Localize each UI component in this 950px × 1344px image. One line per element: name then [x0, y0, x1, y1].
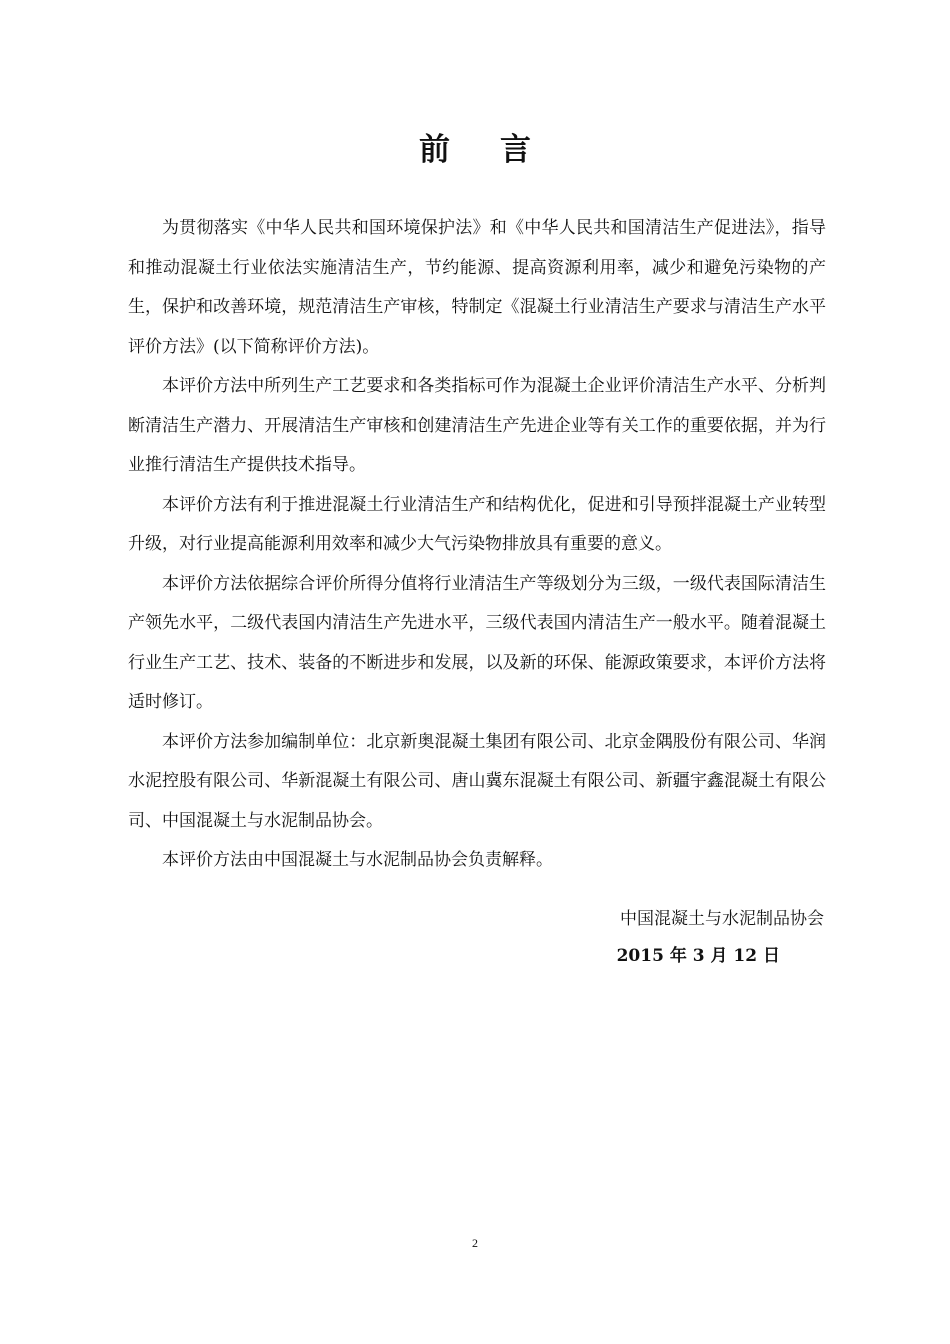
page-title: 前言 [419, 132, 581, 168]
body-text [128, 209, 826, 881]
signature-organization: 中国混凝土与水泥制品协会 [620, 909, 824, 929]
signature-date: 2015 年 3 月 12 日 [616, 946, 780, 966]
paragraph-usage: 本评价方法中所列生产工艺要求和各类指标可作为混凝土企业评价清洁生产水平、分析判断清洁生产潜力、开展清洁生产审核和创建清洁生产先进企业等有关工作的重要依据，并为行业推行清洁生产提供技术指导。 [128, 376, 826, 475]
page-number: 2 [472, 1236, 478, 1250]
paragraph-contributors: 本评价方法参加编制单位：北京新奥混凝土集团有限公司、北京金隅股份有限公司、华润水泥控股有限公司、华新混凝土有限公司、唐山冀东混凝土有限公司、新疆宇鑫混凝土有限公司、中国混凝土与水泥制品协会。 [128, 731, 826, 831]
signature-block [617, 904, 824, 971]
paragraph-grading: 本评价方法依据综合评价所得分值将行业清洁生产等级划分为三级，一级代表国际清洁生产领先水平，二级代表国内清洁生产先进水平，三级代表国内清洁生产一般水平。随着混凝土行业生产工艺、技术、装备的不断进步和发展，以及新的环保、能源政策要求，本评价方法将适时修订。 [128, 573, 826, 712]
paragraph-significance: 本评价方法有利于推进混凝土行业清洁生产和结构优化，促进和引导预拌混凝土产业转型升级，对行业提高能源利用效率和减少大气污染物排放具有重要的意义。 [128, 494, 826, 554]
paragraph-purpose: 为贯彻落实《中华人民共和国环境保护法》和《中华人民共和国清洁生产促进法》，指导和推动混凝土行业依法实施清洁生产，节约能源、提高资源利用率，减少和避免污染物的产生，保护和改善环境，规范清洁生产审核，特制定《混凝土行业清洁生产要求与清洁生产水平评价方法》(以下简称评价方法)。 [128, 218, 826, 357]
paragraph-interpretation: 本评价方法由中国混凝土与水泥制品协会负责解释。 [162, 850, 553, 870]
